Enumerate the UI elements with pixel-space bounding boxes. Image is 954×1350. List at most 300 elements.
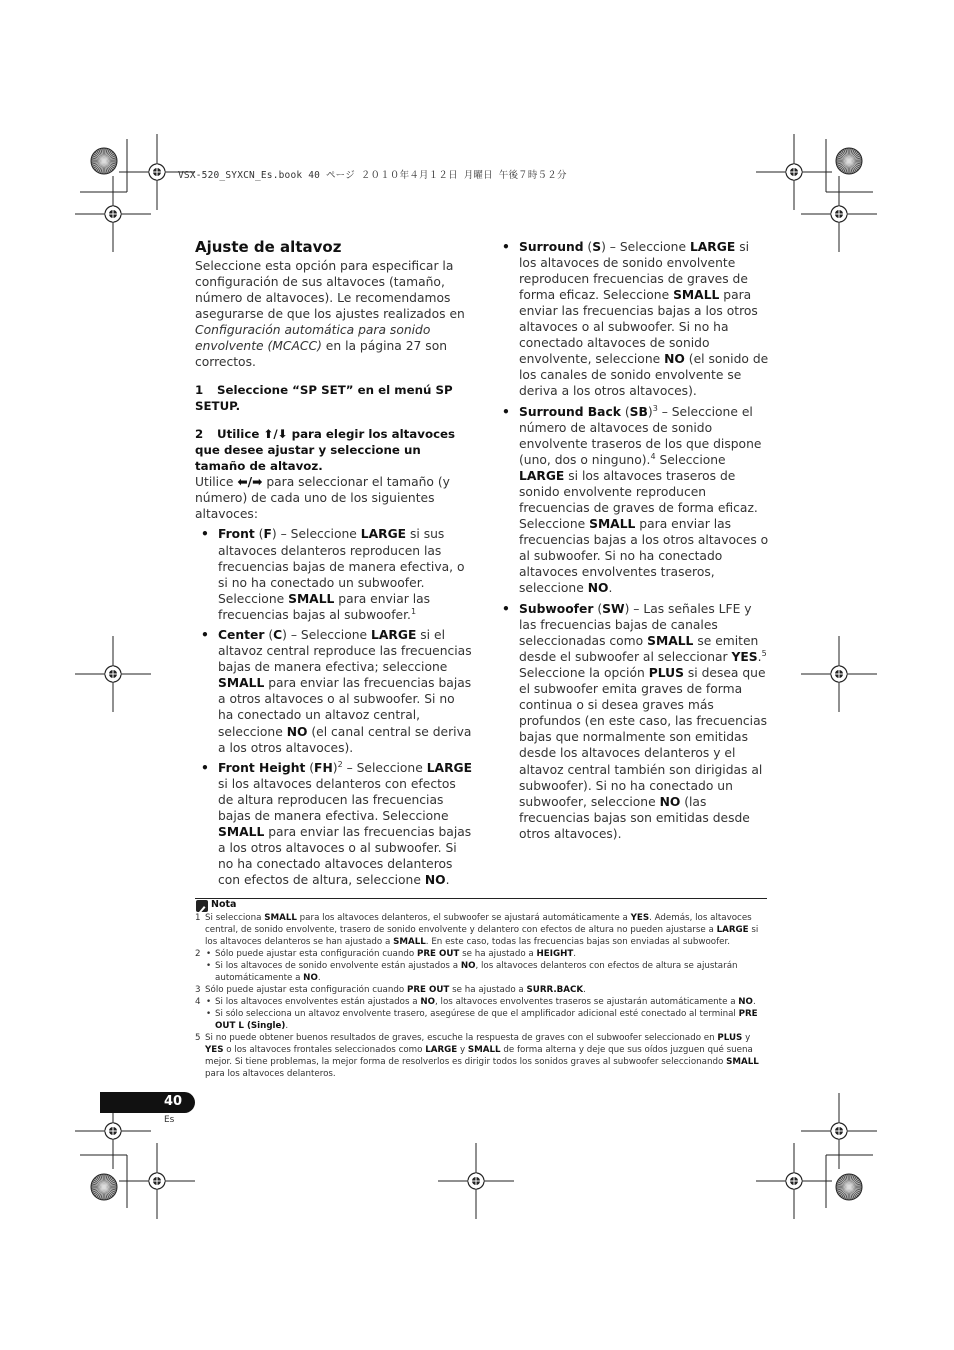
- star-bl-ray: [98, 1187, 105, 1198]
- speaker-abbr: S: [592, 240, 602, 254]
- star-br-ray: [845, 1187, 849, 1199]
- footnote-ref: 4: [650, 452, 656, 462]
- star-bl-ray: [104, 1187, 115, 1194]
- body-text: para enviar las frecuencias bajas a los otros altavoces o al subwoofer. Si no ha conectado altavoces delanteros con efectos de altura, seleccione: [218, 825, 472, 888]
- target-l-mid-ring: [105, 666, 121, 682]
- setting-value: NO: [460, 961, 476, 971]
- star-tr-ray: [845, 161, 849, 173]
- star-tr-ray: [843, 161, 850, 172]
- star-br-ray: [841, 1187, 849, 1197]
- footnote-number: 1: [195, 913, 201, 923]
- star-tr-ray: [837, 157, 849, 161]
- speaker-name: Front: [218, 527, 255, 542]
- up-down-arrows-icon: ⬆/⬇: [263, 427, 288, 442]
- star-tr-ray: [849, 153, 859, 161]
- body-text: o los altavoces frontales seleccionados como: [223, 1045, 426, 1055]
- star-tl-ray: [98, 161, 105, 172]
- body-text: Sólo puede ajustar esta configuración cuando: [215, 949, 417, 959]
- body-text: – Las señales LFE y las frecuencias bajas de canales seleccionadas como: [519, 602, 752, 649]
- target-b1-ring: [149, 1173, 165, 1189]
- star-tr-ray: [836, 161, 849, 163]
- star-bl-ray: [104, 1187, 112, 1197]
- setting-value: SMALL: [647, 634, 694, 649]
- intro-text: Seleccione esta opción para especificar la configuración de sus altavoces (tamaño, número de altavoces). Le recomendamos asegurarse de que los ajustes realizados en: [195, 259, 465, 322]
- star-br-ray: [845, 1175, 849, 1187]
- star-tl-ray: [92, 157, 104, 161]
- setting-value: LARGE: [371, 628, 417, 643]
- star-bl-ray: [96, 1187, 104, 1197]
- star-tl-ray: [104, 159, 117, 161]
- star-bl-ray: [102, 1174, 104, 1187]
- step-text: para elegir los altavoces que desee ajustar y seleccione un tamaño de altavoz.: [195, 427, 456, 474]
- setting-value: NO: [664, 352, 685, 367]
- star-br-ray: [837, 1187, 849, 1191]
- star-tl-ray: [104, 161, 108, 173]
- speaker-item: [499, 239, 769, 399]
- star-tr-ray: [847, 148, 849, 161]
- body-text: Sólo puede ajustar esta configuración cuando: [205, 985, 407, 995]
- setting-value: LARGE: [519, 469, 565, 484]
- star-br-ray: [841, 1177, 849, 1187]
- body-text: .: [285, 1021, 289, 1031]
- star-br-ray: [849, 1187, 861, 1191]
- body-text: y: [457, 1045, 468, 1055]
- star-tl-ray: [104, 161, 114, 169]
- target-r-bot-dot: [835, 1127, 843, 1135]
- paren: (: [264, 628, 274, 643]
- star-br-ray: [843, 1187, 850, 1198]
- star-tl-ray: [104, 155, 115, 162]
- setting-value: HEIGHT: [536, 949, 574, 959]
- setting-value: PRE OUT L (Single): [215, 1009, 758, 1031]
- star-bl-ray: [104, 1174, 106, 1187]
- star-tr-ray: [849, 149, 853, 161]
- target-r-mid-ring: [831, 666, 847, 682]
- star-tr-ray: [849, 161, 859, 169]
- star-tr-ray: [838, 155, 849, 162]
- step-number: 2: [195, 427, 204, 442]
- star-tl-ray: [94, 161, 104, 169]
- star-br-ray: [847, 1187, 849, 1200]
- star-br-ray: [849, 1175, 853, 1187]
- star-tl-ray: [93, 155, 104, 162]
- footnote-body: [205, 996, 767, 1008]
- setting-value: SMALL: [589, 517, 636, 532]
- body-text: .: [583, 985, 586, 995]
- step-1: [195, 382, 473, 414]
- speaker-abbr: F: [263, 527, 272, 542]
- speaker-name: Surround: [519, 240, 584, 254]
- target-l-top-ring: [105, 206, 121, 222]
- body-text: para enviar las frecuencias bajas a otros altavoces o al subwoofer. Si no ha conectado un altavoz central, seleccione: [218, 676, 472, 739]
- body-text: Si los altavoces de sonido envolvente están ajustados a: [215, 961, 461, 971]
- body-text: Si selecciona: [205, 913, 265, 923]
- star-bl-disc: [91, 1174, 117, 1200]
- body-text: .: [445, 873, 450, 888]
- star-tl-ray: [104, 150, 111, 161]
- setting-value: LARGE: [689, 240, 736, 254]
- star-bl-ray: [98, 1176, 105, 1187]
- star-tr-ray: [839, 153, 849, 161]
- setting-value: SMALL: [288, 591, 335, 606]
- star-tr-ray: [841, 161, 849, 171]
- body-text: (el canal central se deriva a los otros altavoces).: [218, 724, 472, 755]
- star-tl-ray: [91, 161, 104, 163]
- step-text: Seleccione “SP SET” en el menú SP SETUP.: [195, 383, 453, 414]
- paren: (: [305, 761, 315, 776]
- paren: ): [624, 602, 630, 617]
- setting-value: PLUS: [648, 666, 684, 681]
- setting-value: NO: [738, 997, 753, 1007]
- star-br-ray: [849, 1183, 861, 1187]
- desc-text: para seleccionar el tamaño (y número) de cada uno de los siguientes altavoces:: [195, 475, 450, 522]
- body-text: si el altavoz central reproduce las frecuencias bajas de manera efectiva; seleccione: [218, 628, 472, 675]
- star-tr-ray: [849, 159, 862, 161]
- body-text: .: [608, 581, 613, 596]
- body-text: si los altavoces de sonido envolvente reproducen frecuencias de graves de forma eficaz. Seleccione: [519, 240, 750, 303]
- footnote-number: 5: [195, 1033, 201, 1043]
- star-tl-ray: [104, 148, 106, 161]
- body-text: Seleccione: [655, 453, 726, 468]
- setting-value: LARGE: [716, 925, 749, 935]
- star-br-ray: [836, 1187, 849, 1189]
- star-bl-ray: [93, 1187, 104, 1194]
- speaker-name: Center: [218, 628, 265, 643]
- page-number: 40: [164, 1094, 183, 1109]
- body-text: se emiten desde el subwoofer al seleccionar: [519, 634, 759, 665]
- star-bl-ray: [104, 1187, 114, 1195]
- setting-value: SMALL: [218, 676, 265, 691]
- paren: ): [271, 527, 277, 542]
- setting-value: YES: [731, 650, 758, 665]
- star-tr-ray: [838, 161, 849, 168]
- body-text: si desea que el subwoofer emita graves de forma continua o si desea graves más profundos (en este caso, las frecuencias bajas que normalmente son emitidas desde los altavoces delanteros y el altavoz central también son dirigidas al subwoofer). Si no ha conectado un subwoofer, seleccione: [519, 666, 768, 809]
- star-tl-ray: [104, 151, 112, 161]
- body-text: – Seleccione: [605, 240, 690, 254]
- footnote-line: [195, 984, 767, 996]
- star-tr-ray: [849, 161, 851, 174]
- footnote-body: [205, 1008, 767, 1032]
- body-text: .: [573, 949, 577, 959]
- setting-value: LARGE: [426, 761, 473, 776]
- star-bl-ray: [104, 1179, 114, 1187]
- star-tr-ray: [849, 148, 851, 161]
- star-bl-ray: [104, 1187, 106, 1200]
- star-br-ray: [849, 1187, 857, 1197]
- star-br-ray: [847, 1174, 849, 1187]
- footnote-number: 2: [195, 949, 201, 959]
- target-l-top-dot: [109, 210, 117, 218]
- body-text: – Seleccione el número de altavoces de sonido envolvente traseros de los que dispone (uno, dos o ninguno).: [519, 404, 762, 468]
- paren: ): [282, 628, 287, 643]
- star-bl-ray: [91, 1187, 104, 1189]
- footnote-number: 4: [195, 997, 201, 1007]
- star-tr-ray: [849, 150, 856, 161]
- paren: ): [647, 404, 653, 419]
- star-tl-ray: [104, 161, 106, 174]
- star-bl-ray: [104, 1183, 116, 1187]
- footnote-line: [195, 1032, 767, 1080]
- star-tr-ray: [849, 157, 861, 161]
- body-text: si los altavoces delanteros se han ajustado a: [205, 925, 759, 947]
- star-tl-ray: [104, 157, 116, 161]
- step-2: [195, 426, 473, 474]
- star-tl-ray: [96, 161, 104, 171]
- setting-value: SMALL: [673, 288, 720, 303]
- star-tl-disc: [91, 148, 117, 174]
- left-column: [195, 258, 473, 889]
- star-br-ray: [849, 1181, 860, 1188]
- paren: (: [254, 527, 264, 542]
- star-tr-ray: [837, 161, 849, 165]
- paren: ): [601, 240, 606, 254]
- star-br-ray: [843, 1176, 850, 1187]
- speaker-item: [198, 526, 473, 622]
- body-text: si los altavoces delanteros con efectos de altura reproducen las frecuencias bajas de manera efectiva. Seleccione: [218, 777, 456, 824]
- target-r-top-dot: [835, 210, 843, 218]
- star-br-ray: [836, 1185, 849, 1187]
- star-tr-disc: [836, 148, 862, 174]
- setting-value: LARGE: [360, 527, 407, 542]
- setting-value: PRE OUT: [406, 985, 450, 995]
- body-text: para los altavoces delanteros.: [205, 1069, 336, 1079]
- star-tr-rim: [836, 148, 862, 174]
- star-tl-ray: [104, 161, 115, 168]
- desc-text: Utilice: [195, 475, 238, 490]
- star-tr-ray: [849, 161, 857, 171]
- setting-value: NO: [286, 724, 308, 739]
- footnote-body: [205, 984, 767, 996]
- star-bl-ray: [92, 1187, 104, 1191]
- paren: (: [593, 602, 603, 617]
- setting-value: NO: [420, 997, 436, 1007]
- star-tl-ray: [104, 161, 111, 172]
- body-text: y: [742, 1033, 751, 1043]
- target-b3-ring: [786, 1173, 802, 1189]
- footnote-body: [205, 960, 767, 984]
- footnote-ref: 3: [652, 403, 658, 413]
- intro-reference: Configuración automática para sonido envolvente (MCACC): [195, 323, 431, 354]
- star-bl-ray: [100, 1187, 104, 1199]
- star-br-ray: [849, 1187, 851, 1200]
- body-text: .: [752, 997, 756, 1007]
- star-bl-ray: [104, 1177, 112, 1187]
- body-text: – Seleccione: [276, 527, 361, 542]
- body-text: se ha ajustado a: [459, 949, 537, 959]
- body-text: , los altavoces delanteros con efectos de altura se ajustarán automáticamente a: [215, 961, 738, 983]
- speaker-item: [499, 601, 769, 842]
- star-br-ray: [849, 1177, 857, 1187]
- star-tr-ray: [847, 161, 849, 174]
- setting-value: NO: [424, 873, 446, 888]
- left-right-arrows-icon: ⬅/➡: [237, 475, 263, 490]
- star-tl-ray: [96, 151, 104, 161]
- star-bl-ray: [104, 1187, 108, 1199]
- star-bl-ray: [104, 1185, 117, 1187]
- target-r-top-ring: [831, 206, 847, 222]
- target-b3-dot: [790, 1177, 798, 1185]
- setting-value: SMALL: [218, 825, 265, 840]
- star-br-ray: [837, 1183, 849, 1187]
- target-b2-dot: [472, 1177, 480, 1185]
- setting-value: NO: [587, 581, 609, 596]
- star-br-ray: [849, 1187, 859, 1195]
- star-tl-ray: [104, 153, 114, 161]
- star-tl-ray: [100, 161, 104, 173]
- star-tr-ray: [849, 161, 856, 172]
- body-text: . Además, los altavoces central, de sonido envolvente, trasero de sonido envolvente y delantero con efectos de altura no pueden ajustarse a: [205, 913, 752, 935]
- footnote-ref: 2: [337, 760, 343, 770]
- footnotes: [195, 912, 767, 1080]
- setting-value: SMALL: [264, 913, 297, 923]
- body-text: (el sonido de los canales de sonido envolvente se deriva a los otros altavoces).: [519, 352, 769, 399]
- star-tr-ray: [849, 155, 860, 162]
- target-b2-ring: [468, 1173, 484, 1189]
- body-text: para enviar las frecuencias bajas a los otros altavoces o al subwoofer. Si no ha conectado altavoces de sonido envolvente, seleccione: [519, 288, 758, 367]
- body-text: se ha ajustado a: [449, 985, 527, 995]
- star-tr-ray: [845, 149, 849, 161]
- setting-value: SMALL: [467, 1045, 501, 1055]
- star-br-ray: [849, 1187, 860, 1194]
- target-t2-ring: [786, 164, 802, 180]
- footnote-line: [195, 1008, 767, 1032]
- body-text: – Seleccione: [286, 628, 372, 643]
- setting-value: PLUS: [717, 1033, 743, 1043]
- star-bl-ray: [104, 1187, 116, 1191]
- body-text: de forma alterna y deje que sus oídos juzguen qué suena mejor. Si tiene problemas, la mejor forma de resolverlos es dirigir todos los sonidos graves al subwoofer seleccionando: [205, 1045, 753, 1067]
- body-text: .: [757, 650, 762, 665]
- target-l-mid-dot: [109, 670, 117, 678]
- star-br-ray: [849, 1174, 851, 1187]
- star-bl-ray: [104, 1175, 108, 1187]
- star-tr-ray: [849, 161, 862, 163]
- intro-tail: en la página 27 son correctos.: [195, 339, 448, 370]
- speaker-item: [198, 627, 473, 755]
- star-bl-ray: [104, 1176, 111, 1187]
- star-tl-ray: [102, 148, 104, 161]
- star-bl-ray: [94, 1179, 104, 1187]
- target-t1-dot: [153, 168, 161, 176]
- notes-label: Nota: [211, 899, 237, 910]
- star-tl-ray: [104, 161, 116, 165]
- body-text: si sus altavoces delanteros reproducen las frecuencias bajas de manera efectiva, o si no ha conectado un subwoofer. Seleccione: [218, 527, 465, 606]
- star-br-ray: [849, 1176, 856, 1187]
- speaker-item: [499, 404, 769, 597]
- star-br-ray: [849, 1187, 862, 1189]
- star-tl-ray: [104, 161, 117, 163]
- footnote-line: [195, 996, 767, 1008]
- footnote-body: [205, 1032, 767, 1080]
- target-r-mid-dot: [835, 670, 843, 678]
- book-file-info: VSX-520_SYXCN_Es.book 40 ページ ２０１０年４月１２日 月曜日 午後７時５２分: [178, 170, 567, 181]
- speaker-list-right: [499, 239, 769, 842]
- star-tl-ray: [104, 161, 112, 171]
- speaker-abbr: SB: [629, 404, 648, 419]
- footnote-line: [195, 960, 767, 984]
- speaker-abbr: SW: [602, 602, 625, 617]
- footnote-ref: 5: [761, 649, 767, 659]
- step-2-description: [195, 474, 473, 522]
- body-text: , los altavoces envolventes traseros se ajustarán automáticamente a: [435, 997, 739, 1007]
- setting-value: SURR.BACK: [526, 985, 584, 995]
- star-tr-ray: [839, 161, 849, 169]
- star-br-ray: [839, 1187, 849, 1195]
- star-tl-ray: [91, 159, 104, 161]
- star-bl-ray: [94, 1187, 104, 1195]
- star-bl-ray: [96, 1177, 104, 1187]
- star-br-ray: [849, 1187, 856, 1198]
- star-br-ray: [838, 1181, 849, 1188]
- setting-value: PRE OUT: [416, 949, 460, 959]
- body-text: si los altavoces traseros de sonido envolvente reproducen frecuencias de graves de forma eficaz. Seleccione: [519, 469, 758, 532]
- paren: (: [620, 404, 630, 419]
- footnote-body: [205, 912, 767, 948]
- star-br-ray: [839, 1179, 849, 1187]
- star-tr-ray: [849, 161, 860, 168]
- body-text: (las frecuencias bajas son emitidas desde otros altavoces).: [519, 794, 750, 841]
- star-br-ray: [838, 1187, 849, 1194]
- body-text: para enviar las frecuencias bajas al subwoofer.: [218, 591, 431, 622]
- footnote-body: [205, 948, 767, 960]
- star-tl-ray: [102, 161, 104, 174]
- speaker-list-left: [198, 526, 473, 888]
- body-text: . En este caso, todas las frecuencias bajas son enviadas al subwoofer.: [425, 937, 731, 947]
- star-tr-ray: [841, 151, 849, 161]
- speaker-abbr: C: [273, 628, 283, 643]
- body-text: para enviar las frecuencias bajas a los otros altavoces o al subwoofer. Si no ha conectado altavoces envolventes traseros, seleccione: [519, 517, 769, 596]
- footnote-number: 3: [195, 985, 201, 995]
- footnote-line: [195, 912, 767, 948]
- paren: ): [332, 761, 338, 776]
- star-tl-ray: [93, 161, 104, 168]
- star-tr-ray: [836, 159, 849, 161]
- body-text: para los altavoces delanteros, el subwoofer se ajustará automáticamente a: [296, 913, 631, 923]
- setting-value: NO: [303, 973, 318, 983]
- star-tr-ray: [849, 151, 857, 161]
- target-l-bot-ring: [105, 1123, 121, 1139]
- star-tl-ray: [98, 150, 105, 161]
- speaker-name: Surround Back: [519, 404, 621, 419]
- right-column: [499, 239, 769, 842]
- star-br-rim: [836, 1174, 862, 1200]
- target-t1-ring: [149, 164, 165, 180]
- language-code: Es: [164, 1115, 175, 1125]
- star-tr-ray: [849, 161, 853, 173]
- star-br-disc: [836, 1174, 862, 1200]
- star-tl-ray: [104, 149, 108, 161]
- speaker-name: Front Height: [218, 761, 306, 776]
- setting-value: YES: [630, 913, 650, 923]
- star-bl-ray: [91, 1185, 104, 1187]
- speaker-item: [198, 760, 473, 888]
- body-text: Si sólo selecciona un altavoz envolvente trasero, asegúrese de que el amplificador adicional esté conectado al terminal: [215, 1009, 739, 1019]
- star-bl-ray: [104, 1187, 111, 1198]
- star-br-ray: [849, 1187, 853, 1199]
- target-r-bot-ring: [831, 1123, 847, 1139]
- setting-value: YES: [205, 1045, 224, 1055]
- body-text: Seleccione la opción: [519, 666, 649, 681]
- step-text: Utilice: [217, 427, 264, 442]
- star-bl-ray: [93, 1181, 104, 1188]
- star-br-ray: [849, 1179, 859, 1187]
- intro-paragraph: [195, 258, 473, 370]
- body-text: – Seleccione: [342, 761, 427, 776]
- star-bl-ray: [92, 1183, 104, 1187]
- star-tl-ray: [94, 153, 104, 161]
- paren: (: [583, 240, 593, 254]
- star-tl-ray: [100, 149, 104, 161]
- star-bl-ray: [102, 1187, 104, 1200]
